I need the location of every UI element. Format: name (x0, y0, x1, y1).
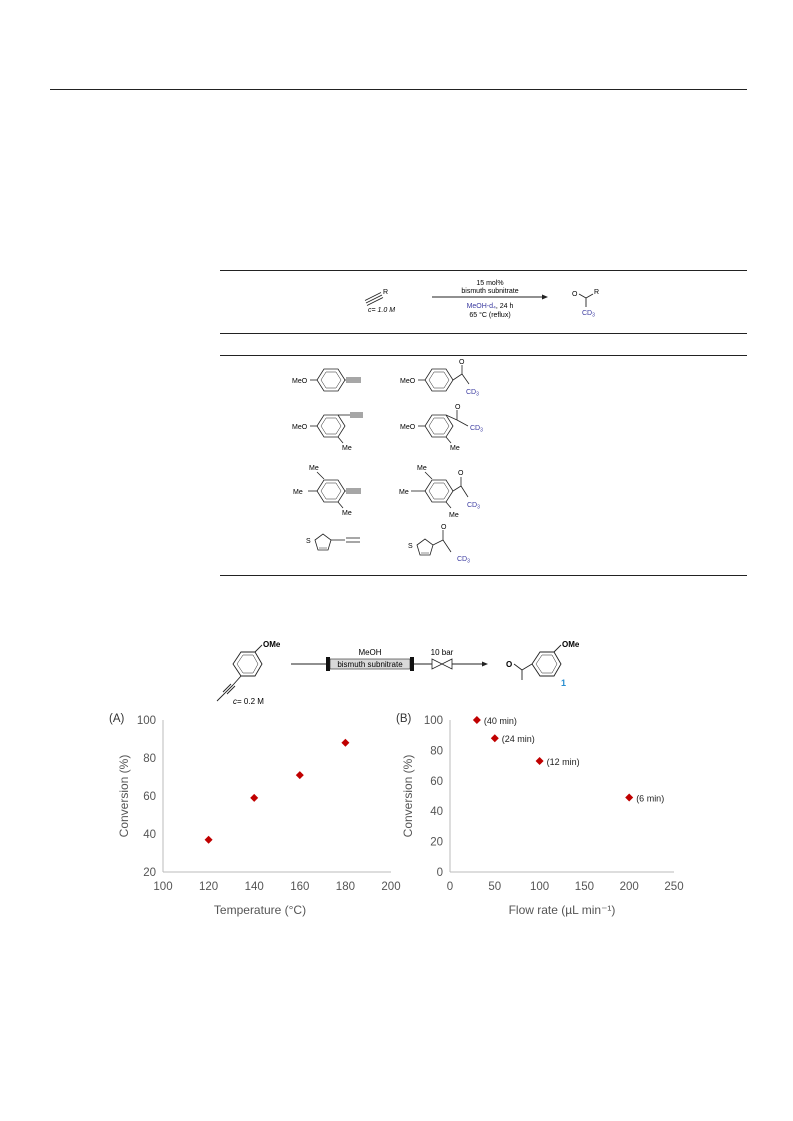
chart-a-x-tick-label: 180 (335, 881, 355, 893)
svg-text:MeO: MeO (400, 378, 416, 385)
row3-product (399, 465, 480, 519)
chart-a-y-tick-label: 40 (143, 829, 156, 841)
svg-text:S: S (408, 543, 413, 550)
svg-text:MeO: MeO (292, 424, 308, 431)
chart-b-x-tick-label: 0 (446, 881, 454, 893)
chart-b-x-tick-label: 50 (488, 881, 502, 893)
chart-a-temperature (105, 708, 401, 923)
reaction-scheme (360, 275, 620, 330)
svg-text:Me: Me (449, 512, 459, 519)
table-rule-1 (220, 333, 747, 334)
svg-text:O: O (441, 524, 447, 531)
svg-text:Me: Me (309, 465, 319, 472)
chart-a-data-point (250, 794, 258, 802)
chart-b-ylabel: Conversion (%) (401, 754, 415, 838)
chart-a-y-tick-label: 60 (143, 791, 156, 803)
svg-text:Me: Me (399, 489, 409, 496)
chart-a-x-tick-label: 160 (290, 881, 310, 893)
chart-a-x-tick-label: 100 (153, 881, 173, 893)
alkyne-structure (365, 289, 388, 306)
flow-product-structure (506, 640, 580, 680)
row2-substrate (292, 413, 363, 452)
svg-text:Me: Me (342, 445, 352, 452)
chart-b-xlabel: Flow rate (µL min⁻¹) (508, 903, 616, 917)
chart-b-y-tick-label: 40 (430, 806, 443, 819)
chart-b-x-tick-label: 200 (619, 881, 639, 893)
chart-a-xlabel: Temperature (°C) (213, 903, 307, 917)
flow-catalyst-label: bismuth subnitrate (337, 660, 403, 669)
ketone-product-structure (572, 289, 599, 319)
flow-scheme (195, 638, 615, 710)
svg-text:CD3: $CD_3$ (457, 556, 470, 565)
chart-a-y-tick-label: 80 (143, 753, 156, 765)
substrate-r-label: R (383, 289, 389, 296)
flow-product-o-label: O (506, 660, 513, 669)
svg-text:CD3: $CD_3$ (467, 502, 480, 511)
svg-text:O: O (455, 404, 461, 411)
chart-b-y-tick-label: 100 (423, 715, 443, 727)
chart-a-x-tick-label: 140 (244, 881, 264, 893)
row1-product (400, 359, 479, 398)
chart-b-y-tick-label: 60 (430, 775, 443, 788)
chart-a-data-point (296, 771, 304, 779)
row3-substrate (293, 465, 361, 517)
chart-a-data-point (341, 739, 349, 747)
svg-text:Me: Me (450, 445, 460, 452)
temperature-condition: 65 °C (reflux) (469, 312, 511, 319)
svg-text:O: O (459, 359, 465, 366)
chart-b-y-tick-label: 20 (430, 836, 443, 849)
chart-b-x-tick-label: 150 (574, 881, 594, 893)
product-r-label: R (594, 289, 600, 296)
chart-b-x-tick-label: 250 (664, 881, 684, 893)
chart-b-point-label: (24 min) (501, 734, 535, 745)
svg-text:Me: Me (417, 465, 427, 472)
svg-text:Me: Me (293, 489, 303, 496)
flow-substrate-structure (211, 640, 281, 701)
chart-b-x-tick-label: 100 (530, 881, 550, 893)
table-top-rule (220, 270, 747, 271)
flow-solvent-label: MeOH (358, 648, 382, 657)
svg-text:Me: Me (342, 510, 352, 517)
chart-b-point-label: (6 min) (636, 793, 665, 804)
svg-text:MeO: MeO (400, 424, 416, 431)
svg-text:O: O (458, 470, 464, 477)
flow-product-ome-label: OMe (562, 640, 580, 649)
table-rule-2 (220, 355, 747, 356)
catalyst-name: bismuth subnitrate (461, 288, 519, 295)
row4-substrate (306, 534, 360, 550)
chart-b-y-tick-label: 0 (436, 867, 443, 879)
product-o-label: O (572, 291, 578, 298)
solvent-time: MeOH-d₄, 24 h (466, 303, 514, 310)
svg-text:S: S (306, 538, 311, 545)
chart-a-ylabel: Conversion (%) (117, 754, 131, 838)
row2-product (400, 404, 483, 452)
row1-substrate (292, 369, 361, 391)
chart-b-flow-rate (392, 708, 692, 923)
table-bottom-rule (220, 575, 747, 576)
flow-concentration: c= 0.2 M (233, 697, 264, 706)
svg-text:MeO: MeO (292, 378, 308, 385)
substrate-table-structures (285, 358, 525, 570)
product-cd3-label: $CD_3$ (582, 310, 595, 319)
chart-a-x-tick-label: 120 (199, 881, 219, 893)
flow-pressure-label: 10 bar (430, 648, 454, 657)
chart-b-data-point (491, 734, 499, 742)
product-number: 1 (561, 678, 567, 688)
chart-b-panel-label: (B) (396, 713, 412, 725)
concentration-label: c= 1.0 M (368, 307, 396, 314)
header-rule (50, 89, 747, 90)
chart-a-data-point (205, 836, 213, 844)
chart-b-point-label: (40 min) (483, 716, 517, 726)
chart-b-data-point (625, 794, 633, 802)
chart-a-y-tick-label: 20 (143, 867, 156, 879)
chart-b-y-tick-label: 80 (430, 745, 443, 758)
chart-b-point-label: (12 min) (546, 757, 580, 768)
flow-ome-label: OMe (263, 640, 281, 649)
catalyst-loading: 15 mol% (476, 280, 504, 287)
chart-a-panel-label: (A) (109, 713, 125, 725)
chart-a-y-tick-label: 100 (136, 715, 156, 727)
chart-a-x-tick-label: 200 (381, 881, 401, 893)
chart-b-data-point (536, 757, 544, 765)
svg-text:CD3: $CD_3$ (470, 425, 483, 434)
svg-text:CD3: $CD_3$ (466, 389, 479, 398)
row4-product (408, 524, 470, 565)
back-pressure-regulator-icon (432, 659, 452, 669)
chart-b-data-point (473, 716, 481, 724)
